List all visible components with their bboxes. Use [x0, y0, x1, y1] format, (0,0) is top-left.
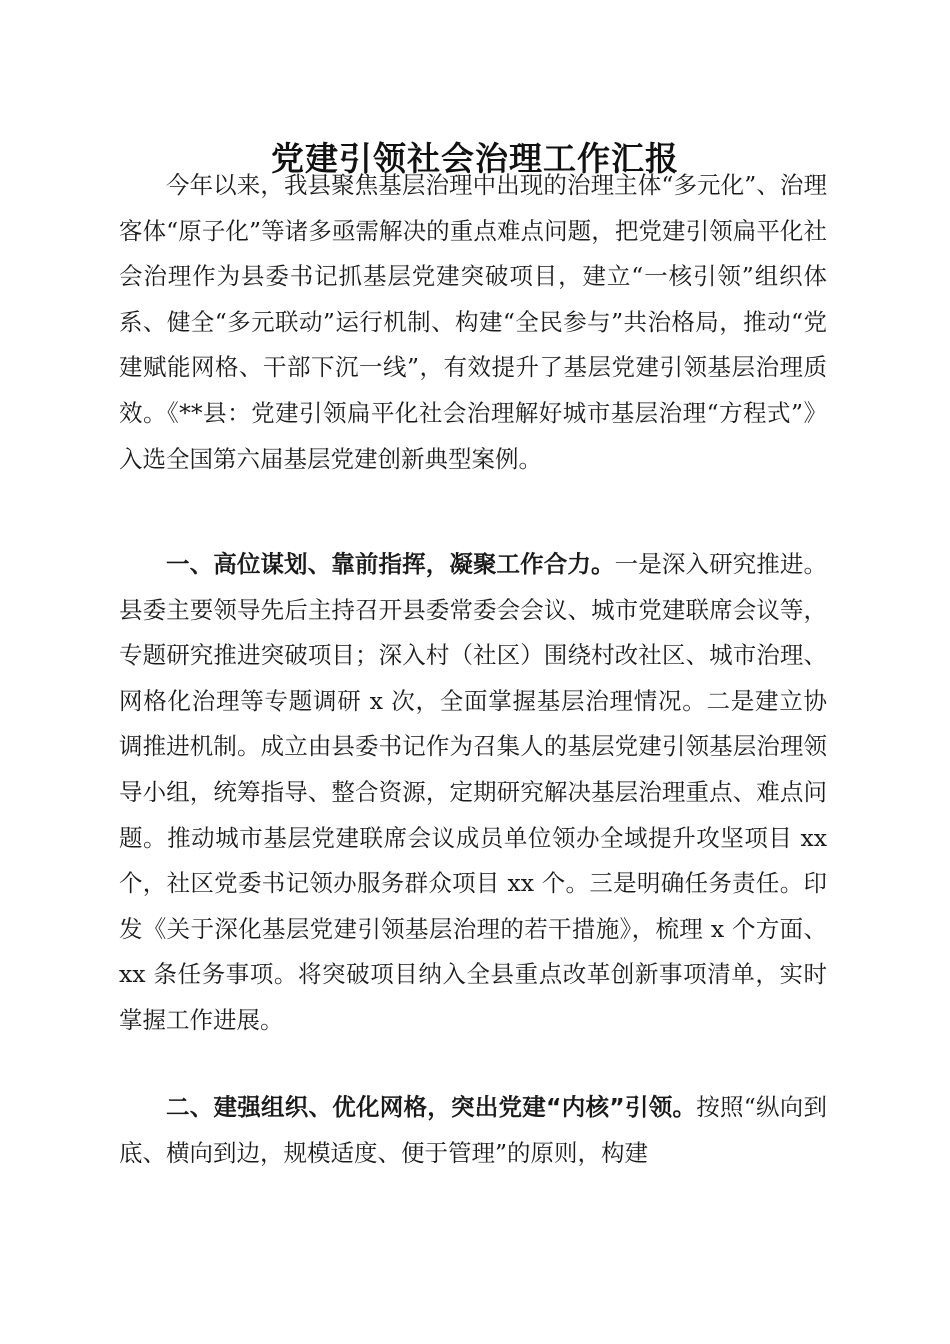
section-paragraph-1	[119, 542, 827, 1044]
document-title: 党建引领社会治理工作汇报	[271, 139, 679, 178]
section-paragraph-2	[119, 1085, 827, 1176]
intro-paragraph: 今年以来，我县聚焦基层治理中出现的治理主体“多元化”、治理客体“原子化”等诸多亟需解决的重点难点问题，把党建引领扁平化社会治理作为县委书记抓基层党建突破项目，建立“一核引领”组织体系、健全“多元联动”运行机制、构建“全民参与”共治格局，推动“党建赋能网格、干部下沉一线”，有效提升了基层党建引领基层治理质效。《**县：党建引领扁平化社会治理解好城市基层治理“方程式”》入选全国第六届基层党建创新典型案例。	[119, 171, 827, 473]
section-heading-2: 二、建强组织、优化网格，突出党建“内核”引领。	[166, 1093, 697, 1121]
section-body-2: 按照“纵向到底、横向到边，规模适度、便于管理”的原则，构建	[119, 1093, 827, 1167]
section-body-1: 一是深入研究推进。县委主要领导先后主持召开县委常委会会议、城市党建联席会议等，专题研究推进突破项目；深入村（社区）围绕村改社区、城市治理、网格化治理等专题调研 x 次，全面掌握基层治理情况。二是建立协调推进机制。成立由县委书记作为召集人的基层党建引领基层治理领导小组，统筹指导、整合资源，定期研究解决基层治理重点、难点问题。推动城市基层党建联席会议成员单位领办全域提升攻坚项目 xx 个，社区党委书记领办服务群众项目 xx 个。三是明确任务责任。印发《关于深化基层党建引领基层治理的若干措施》，梳理 x 个方面、xx 条任务事项。将突破项目纳入全县重点改革创新事项清单，实时掌握工作进展。	[119, 550, 828, 1034]
section-heading-1: 一、高位谋划、靠前指挥，凝聚工作合力。	[166, 550, 615, 578]
